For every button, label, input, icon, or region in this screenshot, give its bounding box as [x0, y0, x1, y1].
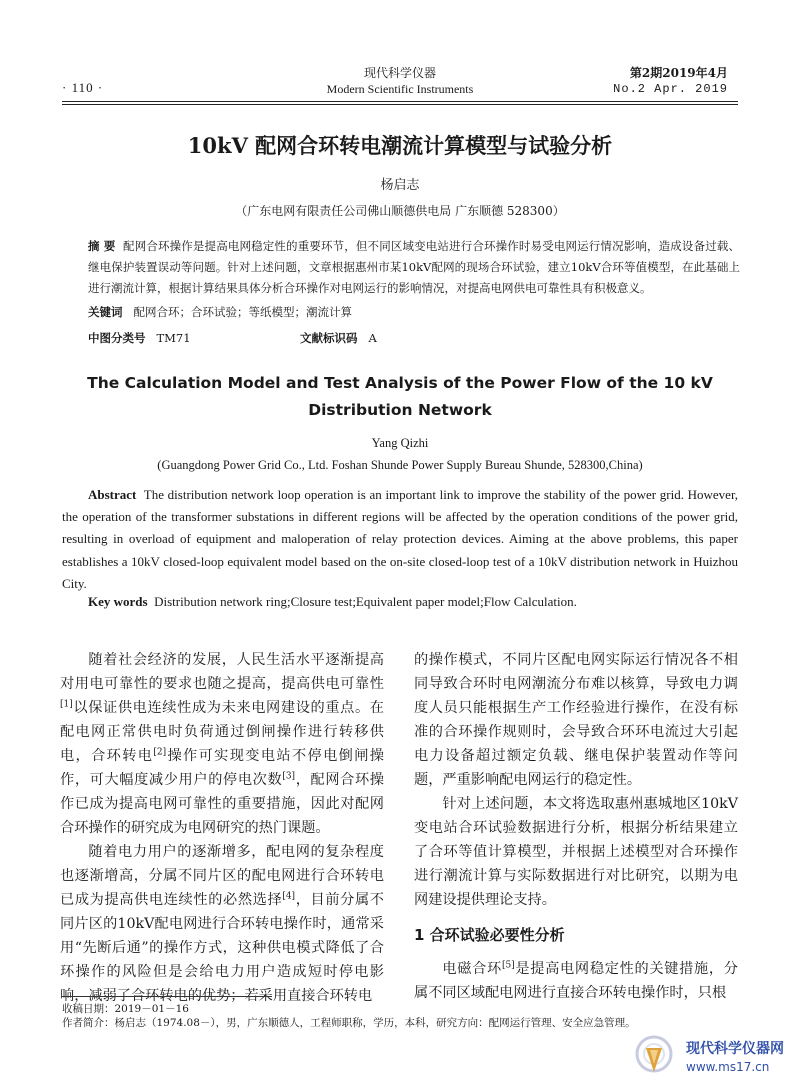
- classification-number: [88, 330, 191, 346]
- classification-value: TM71: [156, 331, 191, 345]
- citation-ref[interactable]: [3]: [282, 771, 296, 782]
- affiliation-en: (Guangdong Power Grid Co., Ltd. Foshan Shunde Power Supply Bureau Shunde, 528300,China): [157, 458, 643, 472]
- paper-title-cn: 10kV 配网合环转电潮流计算模型与试验分析: [187, 133, 613, 158]
- abstract-cn-label: 摘 要: [88, 239, 116, 253]
- citation-ref[interactable]: [2]: [153, 747, 167, 758]
- paper-title-en: The Calculation Model and Test Analysis of the Power Flow of the 10 kV Distribution Network: [87, 374, 713, 419]
- keywords-en-label: Key words: [88, 594, 148, 609]
- body-paragraph: 随着社会经济的发展，人民生活水平逐渐提高对用电可靠性的要求也随之提高，提高供电可靠性[1]以保证供电连续性成为未来电网建设的重点。在配电网正常供电时负荷通过倒闸操作进行转移供电，合环转电[2]操作可实现变电站不停电倒闸操作，可大幅度减少用户的停电次数[3]，配网合环操作已成为提高电网可靠性的重要措施，因此对配网合环操作的研究成为电网研究的热门课题。: [60, 652, 384, 836]
- keywords-cn-text: 配网合环；合环试验；等纸模型；潮流计算: [133, 305, 352, 319]
- journal-name-cn: 现代科学仪器: [363, 66, 436, 80]
- document-code-label: 文献标识码: [300, 331, 358, 345]
- keywords-en-text: Distribution network ring;Closure test;Equivalent paper model;Flow Calculation.: [154, 594, 577, 609]
- body-paragraph: 的操作模式，不同片区配电网实际运行情况各不相同导致合环时电网潮流分布难以核算，导致电力调度人员只能根据生产工作经验进行操作，在没有标准的合环操作规则时，会导致合环环电流过大引起电力设备超过额定负载、继电保护装置动作等问题，严重影响配电网运行的稳定性。: [414, 652, 738, 788]
- keywords-cn: [88, 304, 740, 320]
- document-code-value: A: [368, 331, 377, 345]
- watermark-url[interactable]: www.ms17.cn: [686, 1060, 770, 1074]
- watermark-name: 现代科学仪器网: [686, 1041, 784, 1057]
- citation-ref[interactable]: [5]: [501, 960, 515, 971]
- abstract-cn-text: 配网合环操作是提高电网稳定性的重要环节，但不同区域变电站进行合环操作时易受电网运行情况影响，造成设备过载、继电保护装置误动等问题。针对上述问题，文章根据惠州市某10kV配网的现场合环试验，建立10kV合环等值模型，在此基础上进行潮流计算，根据计算结果具体分析合环操作对电网运行的影响情况，对提高电网供电可靠性具有积极意义。: [88, 239, 740, 295]
- body-column-left: [60, 648, 384, 1008]
- footnote-rule: [62, 996, 272, 997]
- abstract-en: [62, 484, 738, 595]
- header-rule-bottom: [62, 104, 738, 105]
- header-rule-top: [62, 101, 738, 102]
- body-paragraph: 随着电力用户的逐渐增多，配电网的复杂程度也逐渐增高，分属不同片区的配电网进行合环转电已成为提高供电连续性的必然选择[4]，目前分属不同片区的10kV配电网进行合环转电操作时，通常采用“先断后通”的操作方式，这种供电模式降低了合环操作的风险但是会给电力用户造成短时停电影响，减弱了合环转电的优势；若采用直接合环转电: [60, 844, 384, 1004]
- citation-ref[interactable]: [4]: [282, 891, 296, 902]
- body-column-right: [414, 648, 738, 1005]
- author-en: Yang Qizhi: [371, 436, 429, 450]
- keywords-en: [88, 594, 740, 610]
- author-cn: 杨启志: [380, 178, 420, 193]
- body-paragraph: 针对上述问题，本文将选取惠州惠城地区10kV变电站合环试验数据进行分析，根据分析结果建立了合环等值计算模型，并根据上述模型对合环操作进行潮流计算与实际数据进行对比研究，以期为电网建设提供理论支持。: [414, 796, 738, 908]
- keywords-cn-label: 关键词: [88, 305, 123, 319]
- body-paragraph: 电磁合环[5]是提高电网稳定性的关键措施，分属不同区域配电网进行直接合环转电操作时，只根: [414, 960, 738, 1001]
- abstract-cn: [88, 236, 740, 299]
- journal-name-en: Modern Scientific Instruments: [326, 82, 474, 96]
- abstract-en-label: Abstract: [88, 487, 137, 502]
- issue-en: No.2 Apr. 2019: [613, 82, 728, 96]
- document-code: [300, 330, 377, 346]
- citation-ref[interactable]: [1]: [60, 699, 73, 710]
- issue-cn: 第2期2019年4月: [629, 66, 728, 80]
- affiliation-cn: （广东电网有限责任公司佛山顺德供电局 广东顺德 528300）: [235, 204, 565, 218]
- abstract-en-text: The distribution network loop operation is an important link to improve the stability of the power grid. However, the operation of the transformer substations in different regions will be affected by the operation conditions of the power grid, resulting in overload of equipment and maloperation of relay protection devices. Aiming at the above problems, this paper establishes a 10kV closed-loop equivalent model based on the on-site closed-loop test of a 10kV distribution network in Huizhou City.: [62, 487, 738, 591]
- footnote-received-date: 收稿日期：2019－01－16: [62, 1003, 189, 1015]
- classification-label: 中图分类号: [88, 331, 146, 345]
- footnote-author-info: 作者简介：杨启志（1974.08－），男，广东顺德人，工程师职称，学历，本科，研究方向：配网运行管理、安全应急管理。: [62, 1017, 636, 1029]
- page-number: · 110 ·: [62, 80, 104, 95]
- section-heading: 1 合环试验必要性分析: [414, 926, 565, 944]
